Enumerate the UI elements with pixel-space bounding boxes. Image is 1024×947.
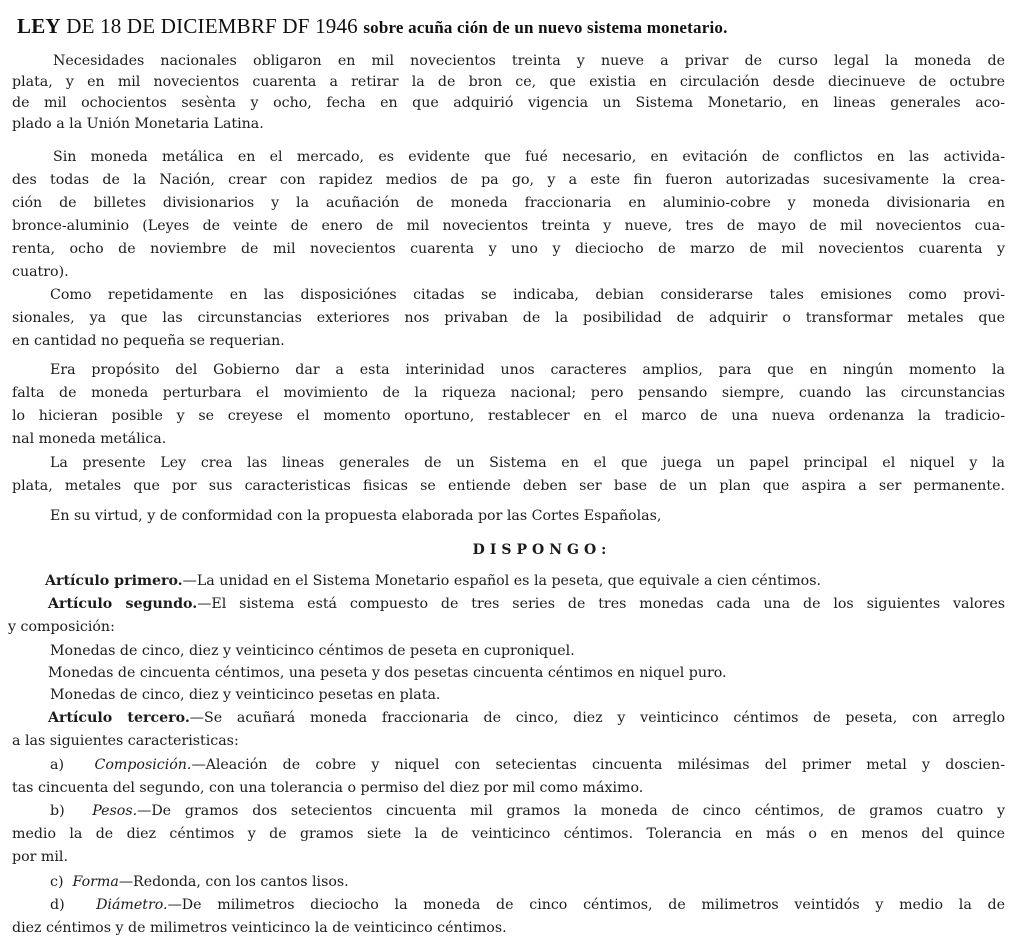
item-a-continuation: tas cincuenta del segundo, con una tolerancia o permiso del diez por mil como máximo. [12,780,644,796]
article-2-continuation: y composición: [8,619,115,635]
preamble-line: renta, ocho de noviembre de mil novecientos cuarenta y uno y dieciocho de marzo de mil novecientos cuarenta y [12,241,1005,257]
preamble-line: Como repetidamente en las disposiciónes citadas se indicaba, debian considerarse tales emisiones como provi- [50,287,1005,303]
preamble-line: En su virtud, y de conformidad con la propuesta elaborada por las Cortes Españolas, [50,508,662,524]
disposition-heading: DISPONGO: [472,542,612,558]
preamble-line: nal moneda metálica. [12,431,167,447]
article-2-text: —El sistema está compuesto de tres series de tres monedas cada una de los siguientes valores [197,596,1005,612]
preamble-line: ción de billetes divisionarios y la acuñación de moneda fraccionaria en aluminio-cobre y moneda divisionaria en [12,195,1005,211]
article-1-text: —La unidad en el Sistema Monetario español es la peseta, que equivale a cien céntimos. [182,573,821,589]
item-b-label: Pesos. [92,803,138,819]
preamble-line: La presente Ley crea las lineas generales de un Sistema en el que juega un papel principal el niquel y la [50,455,1005,471]
preamble-line: Necesidades nacionales obligaron en mil novecientos treinta y nueve a privar de curso legal la moneda de [53,53,1005,69]
law-title [17,14,728,39]
article-1 [45,573,821,589]
preamble-line: bronce-aluminio (Leyes de veinte de enero de mil novecientos treinta y nueve, tres de mayo de mil novecientos cua- [12,218,1005,234]
item-d-text: —De milimetros dieciocho la moneda de cinco céntimos, de milimetros veintidós y medio la de [167,897,1005,913]
article-1-label: Artículo primero. [45,573,183,589]
preamble-line: des todas de la Nación, crear con rapidez medios de pa go, y a este fin fueron autorizadas sucesivamente la crea- [12,172,1005,188]
preamble-line: falta de moneda perturbara el movimiento de la riqueza nacional; pero pensando siempre, cuando las circunstancias [12,385,1005,401]
item-b [50,803,1005,819]
item-b-mark: b) [50,803,65,819]
item-c-mark: c) [50,874,64,890]
preamble-line: Sin moneda metálica en el mercado, es evidente que fué necesario, en evitación de conflictos en las activida- [53,149,1005,165]
preamble-line: Era propósito del Gobierno dar a esta interinidad unos caracteres amplios, para que en ningún momento la [50,362,1005,378]
item-c-label: Forma [72,874,119,890]
title-lead: LEY [17,14,61,38]
article-3 [48,710,1005,726]
coin-series: Monedas de cinco, diez y veinticinco céntimos de peseta en cuproniquel. [50,643,575,659]
preamble-line: lo hicieran posible y se creyese el momento oportuno, restablecer en el marco de una nueva ordenanza la tradicio- [12,408,1005,424]
item-d-label: Diámetro. [96,897,168,913]
item-d [50,897,1005,913]
item-c [50,874,349,890]
item-d-continuation: diez céntimos y de milimetros veinticinco la de veinticinco céntimos. [12,920,507,936]
coin-series: Monedas de cincuenta céntimos, una peseta y dos pesetas cincuenta céntimos en niquel puro. [48,665,727,681]
preamble-line: plata, metales que por sus caracteristicas fisicas se entiende deben ser base de un plan que aspira a ser permanente. [12,478,1005,494]
item-b-continuation: medio la de diez céntimos y de gramos siete la de veinticinco céntimos. Tolerancia en más o en menos del quince [12,826,1005,842]
preamble-line: plata, y en mil novecientos cuarenta a retirar la de bron ce, que existia en circulación desde diecinueve de octubre [12,74,1005,90]
preamble-line: sionales, ya que las circunstancias exteriores nos privaban de la posibilidad de adquirir o transformar metales que [12,310,1005,326]
item-a-text: —Aleación de cobre y niquel con setecientas cincuenta milésimas del primer metal y doscien- [191,757,1005,773]
coin-series: Monedas de cinco, diez y veinticinco pesetas en plata. [50,687,441,703]
item-c-text: —Redonda, con los cantos lisos. [118,874,349,890]
item-d-mark: d) [50,897,65,913]
title-subject: sobre acuña ción de un nuevo sistema monetario. [363,18,728,37]
article-3-continuation: a las siguientes caracteristicas: [12,733,239,749]
preamble-line: plado a la Unión Monetaria Latina. [12,116,264,132]
preamble-line: en cantidad no pequeña se requerian. [12,333,285,349]
article-2 [48,596,1005,612]
article-2-label: Artículo segundo. [48,596,198,612]
item-a [50,757,1005,773]
item-b-text: —De gramos dos setecientos cincuenta mil gramos la moneda de cinco céntimos, de gramos cuatro y [137,803,1005,819]
article-3-label: Artículo tercero. [48,710,190,726]
title-date: DE 18 DE DICIEMBRF DF 1946 [66,14,358,38]
preamble-line: de mil ochocientos sesènta y ocho, fecha en que adquirió vigencia un Sistema Monetario, en lineas generales aco- [12,95,1005,111]
item-a-mark: a) [50,757,64,773]
article-3-text: —Se acuñará moneda fraccionaria de cinco, diez y veinticinco céntimos de peseta, con arreglo [189,710,1005,726]
preamble-line: cuatro). [12,264,69,280]
item-a-label: Composición. [94,757,192,773]
item-b-continuation: por mil. [12,849,68,865]
